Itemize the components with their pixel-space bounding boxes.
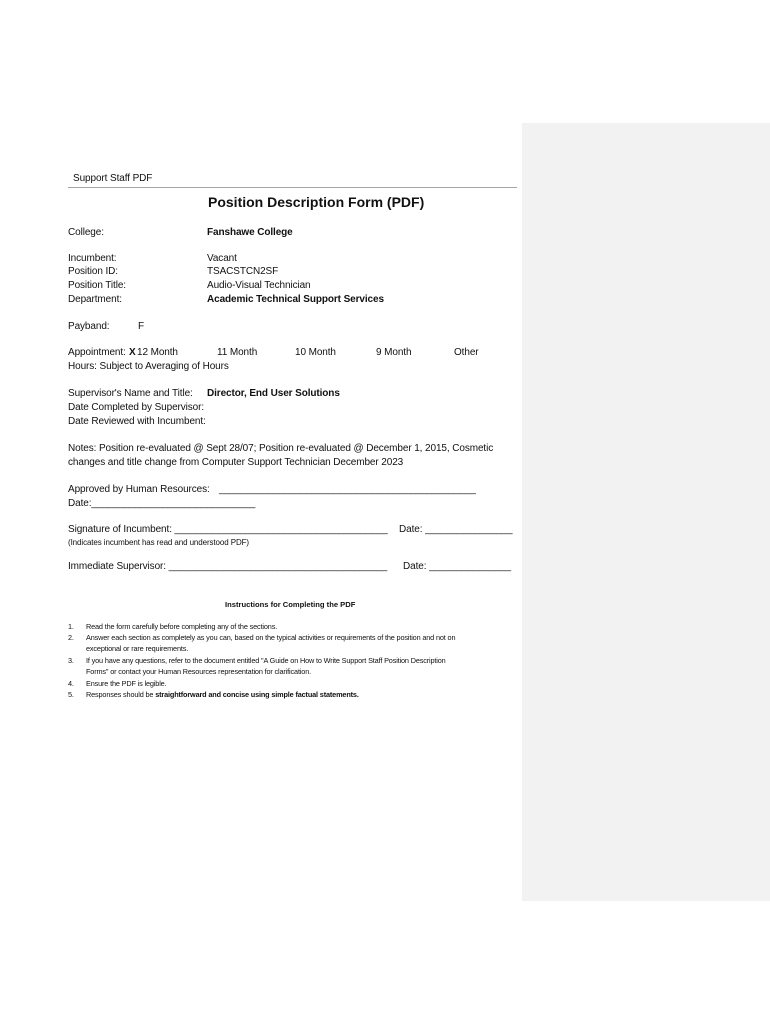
instruction-text [86,690,359,699]
hr-date-line: Date:______________________________ [68,498,256,509]
appointment-mark: X [129,347,136,358]
hr-approval-label: Approved by Human Resources: [68,484,210,495]
instruction-text: Answer each section as completely as you can, based on the typical activities or requirements of the position and not on [86,633,456,642]
instruction-number: 3. [68,656,74,665]
college-value: Fanshawe College [207,227,293,238]
instruction-text-bold: straightforward and concise using simple factual statements. [155,690,359,699]
header-label: Support Staff PDF [73,173,153,184]
instructions-title: Instructions for Completing the PDF [225,600,356,609]
appointment-option: 9 Month [376,347,412,358]
instruction-number: 5. [68,690,74,699]
appointment-label: Appointment: [68,347,126,358]
date-completed-label: Date Completed by Supervisor: [68,402,205,413]
incumbent-signature: Signature of Incumbent: _______________________________________ [68,524,388,535]
incumbent-date: Date: ________________ [399,524,513,535]
instruction-text: Forms" or contact your Human Resources representation for clarification. [86,667,311,676]
appointment-option: Other [454,347,479,358]
instruction-text: Read the form carefully before completing any of the sections. [86,622,278,631]
position-id-value: TSACSTCN2SF [207,266,279,277]
supervisor-signature: Immediate Supervisor: ________________________________________ [68,561,388,572]
header-divider [68,187,517,188]
department-label: Department: [68,294,122,305]
appointment-option: 12 Month [137,347,178,358]
incumbent-value: Vacant [207,253,237,264]
instruction-number: 1. [68,622,74,631]
supervisor-name-label: Supervisor's Name and Title: [68,388,193,399]
instruction-text: exceptional or rare requirements. [86,644,189,653]
appointment-option: 10 Month [295,347,336,358]
position-id-label: Position ID: [68,266,118,277]
instruction-number: 4. [68,679,74,688]
hr-approval-line: _______________________________________________ [219,484,476,495]
appointment-option: 11 Month [217,347,258,358]
department-value: Academic Technical Support Services [207,294,384,305]
instruction-text-prefix: Responses should be [86,690,156,699]
incumbent-label: Incumbent: [68,253,117,264]
position-title-label: Position Title: [68,280,126,291]
instruction-text: Ensure the PDF is legible. [86,679,167,688]
comment-pane [522,123,770,901]
instruction-text: If you have any questions, refer to the document entitled "A Guide on How to Write Support Staff Position Description [86,656,446,665]
incumbent-note: (Indicates incumbent has read and understood PDF) [68,538,249,547]
hours-text: Hours: Subject to Averaging of Hours [68,361,229,372]
payband-label: Payband: [68,321,110,332]
page-title: Position Description Form (PDF) [208,194,425,210]
date-reviewed-label: Date Reviewed with Incumbent: [68,416,206,427]
supervisor-name-value: Director, End User Solutions [207,388,340,399]
instruction-number: 2. [68,633,74,642]
payband-value: F [138,321,145,332]
college-label: College: [68,227,104,238]
supervisor-date: Date: _______________ [403,561,512,572]
position-title-value: Audio-Visual Technician [207,280,311,291]
notes-line: Notes: Position re-evaluated @ Sept 28/07; Position re-evaluated @ December 1, 2015, Cosmetic [68,443,494,454]
notes-line: changes and title change from Computer Support Technician December 2023 [68,457,404,468]
